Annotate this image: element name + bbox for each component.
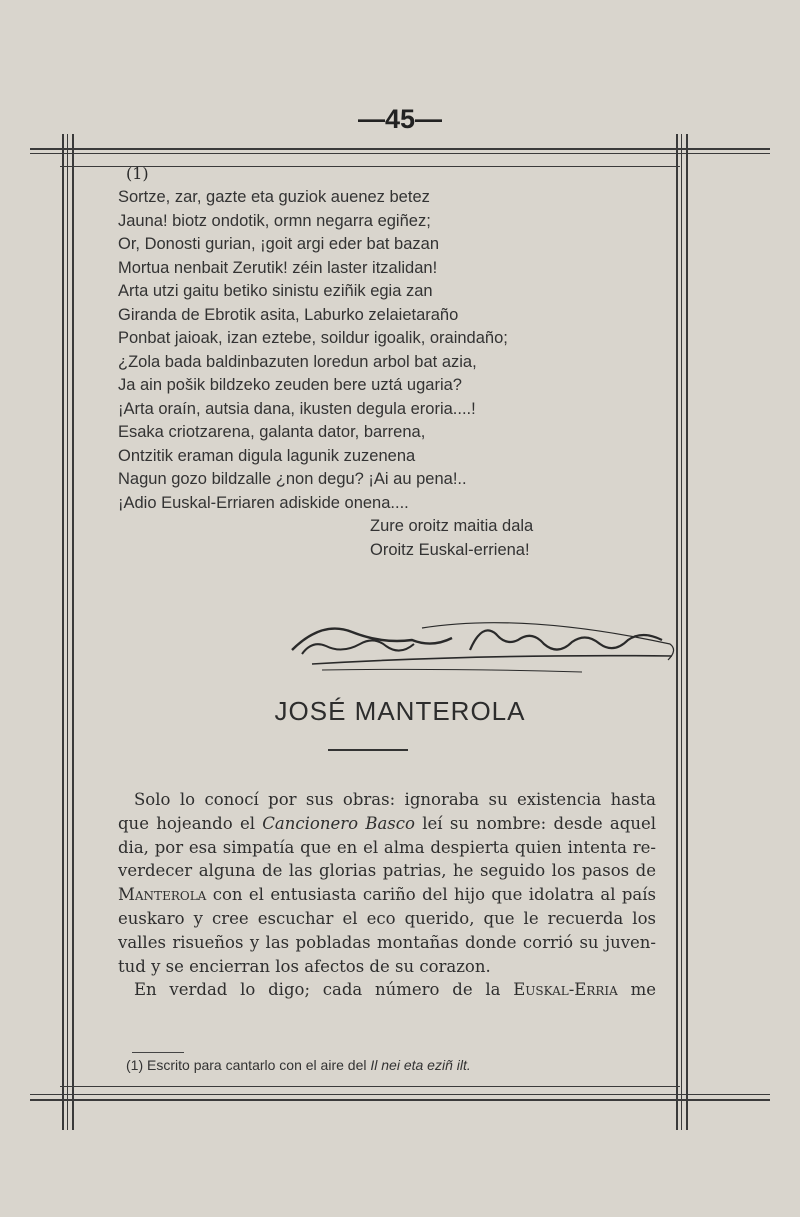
poem-footnote-marker: (1) xyxy=(126,164,149,183)
body-line: que hojeando el Cancionero Basco leí su nombre: desde aquel xyxy=(118,813,656,833)
poem-line: Zure oroitz maitia dala xyxy=(370,517,534,535)
poem-line: Giranda de Ebrotik asita, Laburko zelaietaraño xyxy=(118,305,459,324)
body-line: Manterola con el entusiasta cariño del hijo que idolatra al país xyxy=(118,885,656,905)
footnote xyxy=(126,1057,471,1073)
divider xyxy=(328,749,408,751)
footnote-air: Il nei eta eziñ ilt. xyxy=(370,1057,471,1073)
article-body xyxy=(118,788,656,1002)
poem xyxy=(118,186,678,562)
body-line: En verdad lo digo; cada número de la Euskal-Erria me xyxy=(134,980,657,1000)
body-line: verdecer alguna de las glorias patrias, he seguido los pasos de xyxy=(118,861,656,881)
footnote-text: Escrito para cantarlo con el aire del xyxy=(147,1057,371,1073)
poem-line: ¿Zola bada baldinbazuten loredun arbol bat azia, xyxy=(118,352,477,371)
poem-line: Mortua nenbait Zerutik! zéin laster itzalidan! xyxy=(118,258,438,277)
poem-line: Or, Donosti gurian, ¡goit argi eder bat bazan xyxy=(118,235,440,253)
poem-line: Oroitz Euskal-erriena! xyxy=(370,540,530,559)
poem-line: Jauna! biotz ondotik, ormn negarra egiñez; xyxy=(118,211,431,230)
footnote-marker: (1) xyxy=(126,1057,144,1073)
body-line: dia, por esa simpatía que en el alma despierta quien intenta re- xyxy=(118,837,656,857)
page-number: —45— xyxy=(357,104,443,134)
poem-line: ¡Adio Euskal-Erriaren adiskide onena.... xyxy=(118,493,409,512)
poem-line: ¡Arta oraín, autsia dana, ikusten degula eroria....! xyxy=(118,399,476,418)
author-name: JOSÉ MANTEROLA xyxy=(274,696,526,726)
poem-line: Esaka criotzarena, galanta dator, barrena, xyxy=(118,423,426,441)
poem-line: Ponbat jaioak, izan eztebe, soildur igoalik, oraindaño; xyxy=(118,329,508,347)
body-line: valles risueños y las pobladas montañas donde corrió su juven- xyxy=(118,932,656,952)
body-line: euskaro y cree escuchar el eco querido, que le recuerda los xyxy=(118,908,656,928)
signature-image xyxy=(282,610,682,690)
body-line: Solo lo conocí por sus obras: ignoraba su existencia hasta xyxy=(134,790,656,809)
footnote-rule xyxy=(132,1052,184,1053)
poem-line: Nagun gozo bildzalle ¿non degu? ¡Ai au pena!.. xyxy=(118,470,467,488)
poem-line: Ja ain pošik bildzeko zeuden bere uztá ugaria? xyxy=(118,376,462,394)
poem-line: Arta utzi gaitu betiko sinistu eziñik egia zan xyxy=(118,282,433,300)
poem-line: Ontzitik eraman digula lagunik zuzenena xyxy=(118,446,416,465)
body-line: tud y se encierran los afectos de su corazon. xyxy=(118,956,491,976)
poem-line: Sortze, zar, gazte eta guziok auenez betez xyxy=(118,188,430,206)
